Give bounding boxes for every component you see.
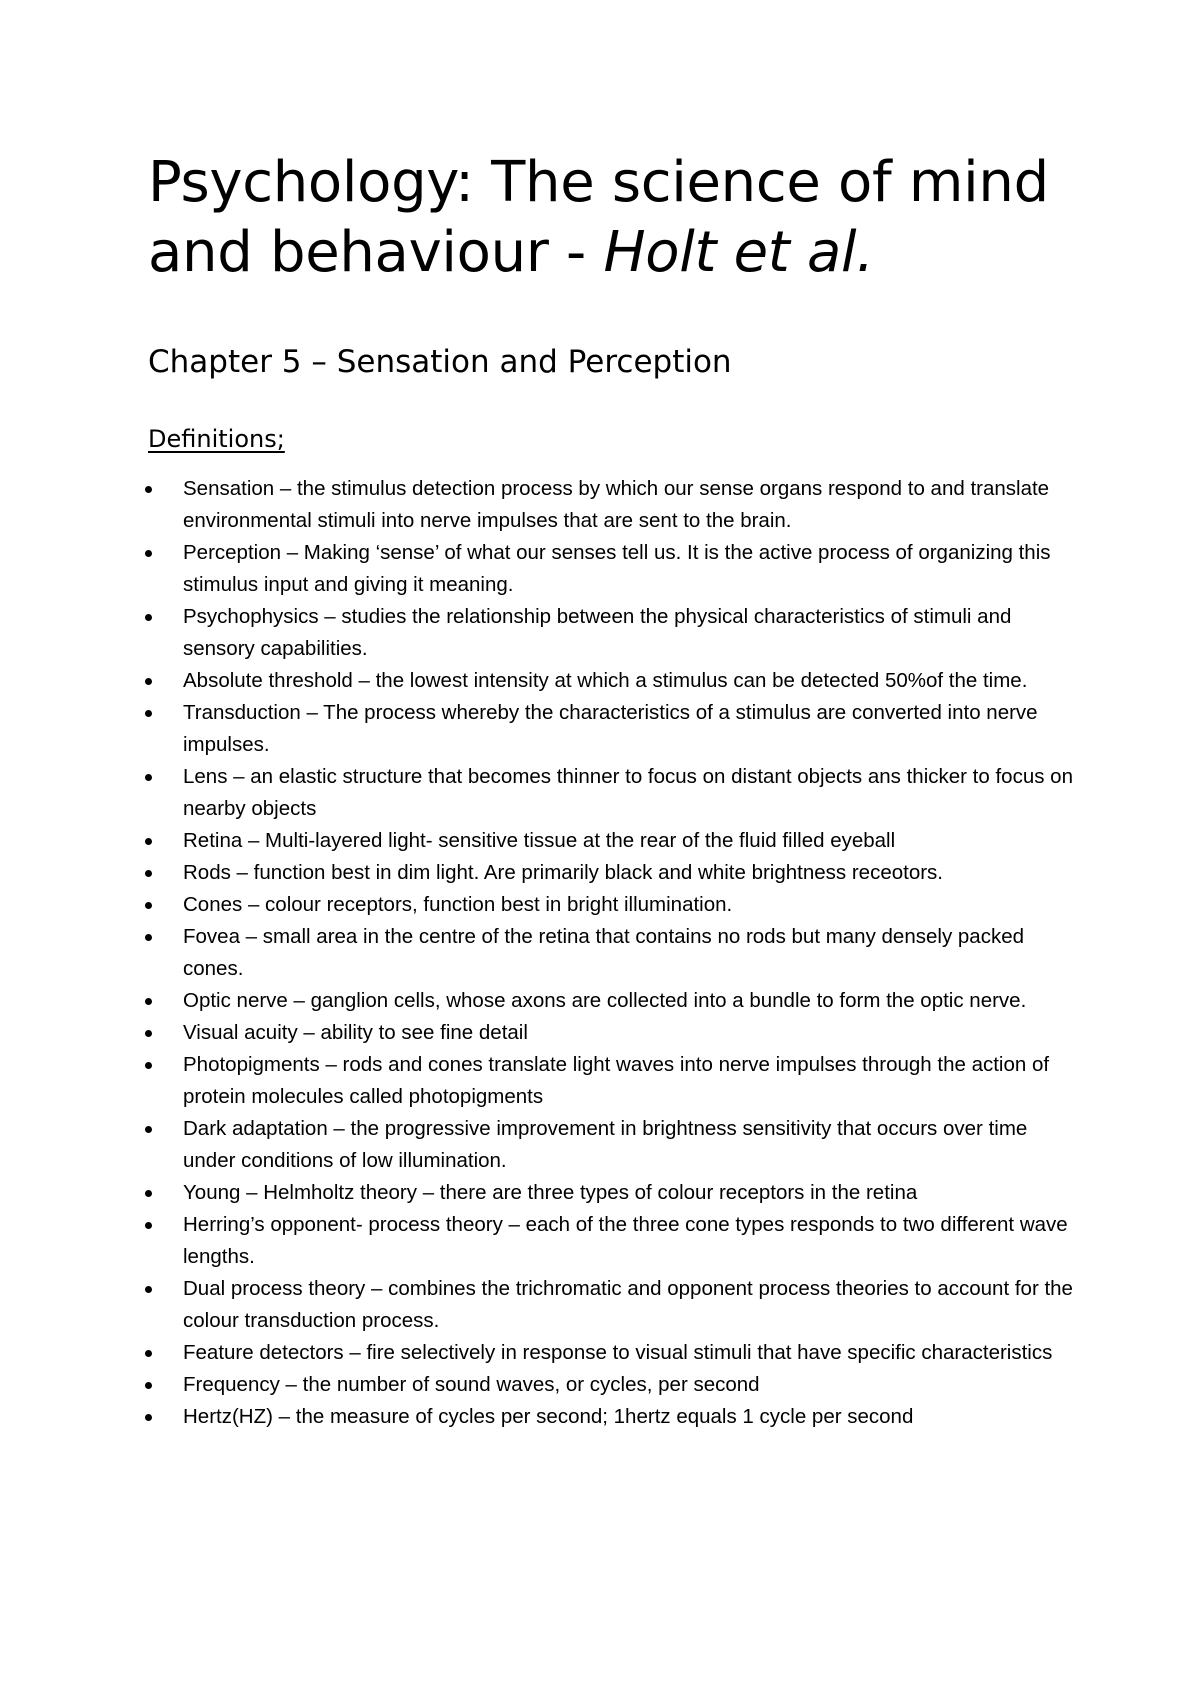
definition-item [148, 857, 1078, 889]
definition-text: Photopigments – rods and cones translate light waves into nerve impulses through the action of protein molecules called photopigments [183, 1053, 1050, 1108]
definition-item [148, 1113, 1078, 1177]
definition-item [148, 697, 1078, 761]
definition-text: Perception – Making ‘sense’ of what our senses tell us. It is the active process of organizing this stimulus input and giving it meaning. [183, 541, 1051, 596]
definition-item [148, 825, 1078, 857]
definition-text: Dark adaptation – the progressive improvement in brightness sensitivity that occurs over time under conditions of low illumination. [183, 1117, 1028, 1172]
bullet-icon [145, 1126, 152, 1133]
definition-text: Feature detectors – fire selectively in response to visual stimuli that have specific characteristics [183, 1341, 1053, 1364]
bullet-icon [145, 486, 152, 493]
bullet-icon [145, 614, 152, 621]
chapter-title: Chapter 5 – Sensation and Perception [148, 344, 732, 380]
definition-item [148, 473, 1078, 537]
bullet-icon [145, 1286, 152, 1293]
definition-text: Rods – function best in dim light. Are primarily black and white brightness receotors. [183, 861, 944, 884]
definition-item [148, 1177, 1078, 1209]
bullet-icon [145, 838, 152, 845]
bullet-icon [145, 902, 152, 909]
bullet-icon [145, 1190, 152, 1197]
definition-item [148, 985, 1078, 1017]
definition-text: Sensation – the stimulus detection process by which our sense organs respond to and translate environmental stimuli into nerve impulses that are sent to the brain. [183, 477, 1050, 532]
bullet-icon [145, 870, 152, 877]
definition-item [148, 1369, 1078, 1401]
definition-item [148, 1273, 1078, 1337]
bullet-icon [145, 710, 152, 717]
bullet-icon [145, 1030, 152, 1037]
definition-text: Visual acuity – ability to see fine detail [183, 1021, 528, 1044]
bullet-icon [145, 774, 152, 781]
definition-item [148, 1401, 1078, 1433]
definition-text: Retina – Multi-layered light- sensitive tissue at the rear of the fluid filled eyeball [183, 829, 896, 852]
bullet-icon [145, 1382, 152, 1389]
document-page [148, 148, 1078, 1433]
definition-item [148, 761, 1078, 825]
bullet-icon [145, 678, 152, 685]
bullet-icon [145, 998, 152, 1005]
definition-item [148, 1209, 1078, 1273]
definition-text: Psychophysics – studies the relationship between the physical characteristics of stimuli and sensory capabilities. [183, 605, 1012, 660]
definition-text: Lens – an elastic structure that becomes thinner to focus on distant objects ans thicker to focus on nearby objects [183, 765, 1073, 820]
bullet-icon [145, 1222, 152, 1229]
definition-text: Herring’s opponent- process theory – each of the three cone types responds to two different wave lengths. [183, 1213, 1068, 1268]
definition-text: Cones – colour receptors, function best in bright illumination. [183, 893, 733, 916]
definition-text: Optic nerve – ganglion cells, whose axons are collected into a bundle to form the optic nerve. [183, 989, 1027, 1012]
document-title-author: Holt et al. [603, 220, 874, 285]
definition-item [148, 601, 1078, 665]
definition-text: Young – Helmholtz theory – there are three types of colour receptors in the retina [183, 1181, 918, 1204]
document-title-main: Psychology: The science of mind and behaviour - [148, 150, 1049, 285]
definition-item [148, 1017, 1078, 1049]
definitions-list [148, 473, 1078, 1433]
bullet-icon [145, 1062, 152, 1069]
definition-item [148, 1049, 1078, 1113]
definition-text: Fovea – small area in the centre of the retina that contains no rods but many densely packed cones. [183, 925, 1024, 980]
section-heading-definitions: Definitions; [148, 425, 285, 453]
definition-text: Dual process theory – combines the trichromatic and opponent process theories to account for the colour transduction process. [183, 1277, 1073, 1332]
bullet-icon [145, 934, 152, 941]
document-title [148, 148, 1078, 288]
definition-item [148, 537, 1078, 601]
definition-item [148, 1337, 1078, 1369]
definition-item [148, 665, 1078, 697]
definition-text: Hertz(HZ) – the measure of cycles per second; 1hertz equals 1 cycle per second [183, 1405, 914, 1428]
definition-item [148, 889, 1078, 921]
definition-item [148, 921, 1078, 985]
definition-text: Frequency – the number of sound waves, or cycles, per second [183, 1373, 760, 1396]
bullet-icon [145, 1350, 152, 1357]
definition-text: Transduction – The process whereby the characteristics of a stimulus are converted into nerve impulses. [183, 701, 1038, 756]
definition-text: Absolute threshold – the lowest intensity at which a stimulus can be detected 50%of the time. [183, 669, 1028, 692]
bullet-icon [145, 1414, 152, 1421]
bullet-icon [145, 550, 152, 557]
